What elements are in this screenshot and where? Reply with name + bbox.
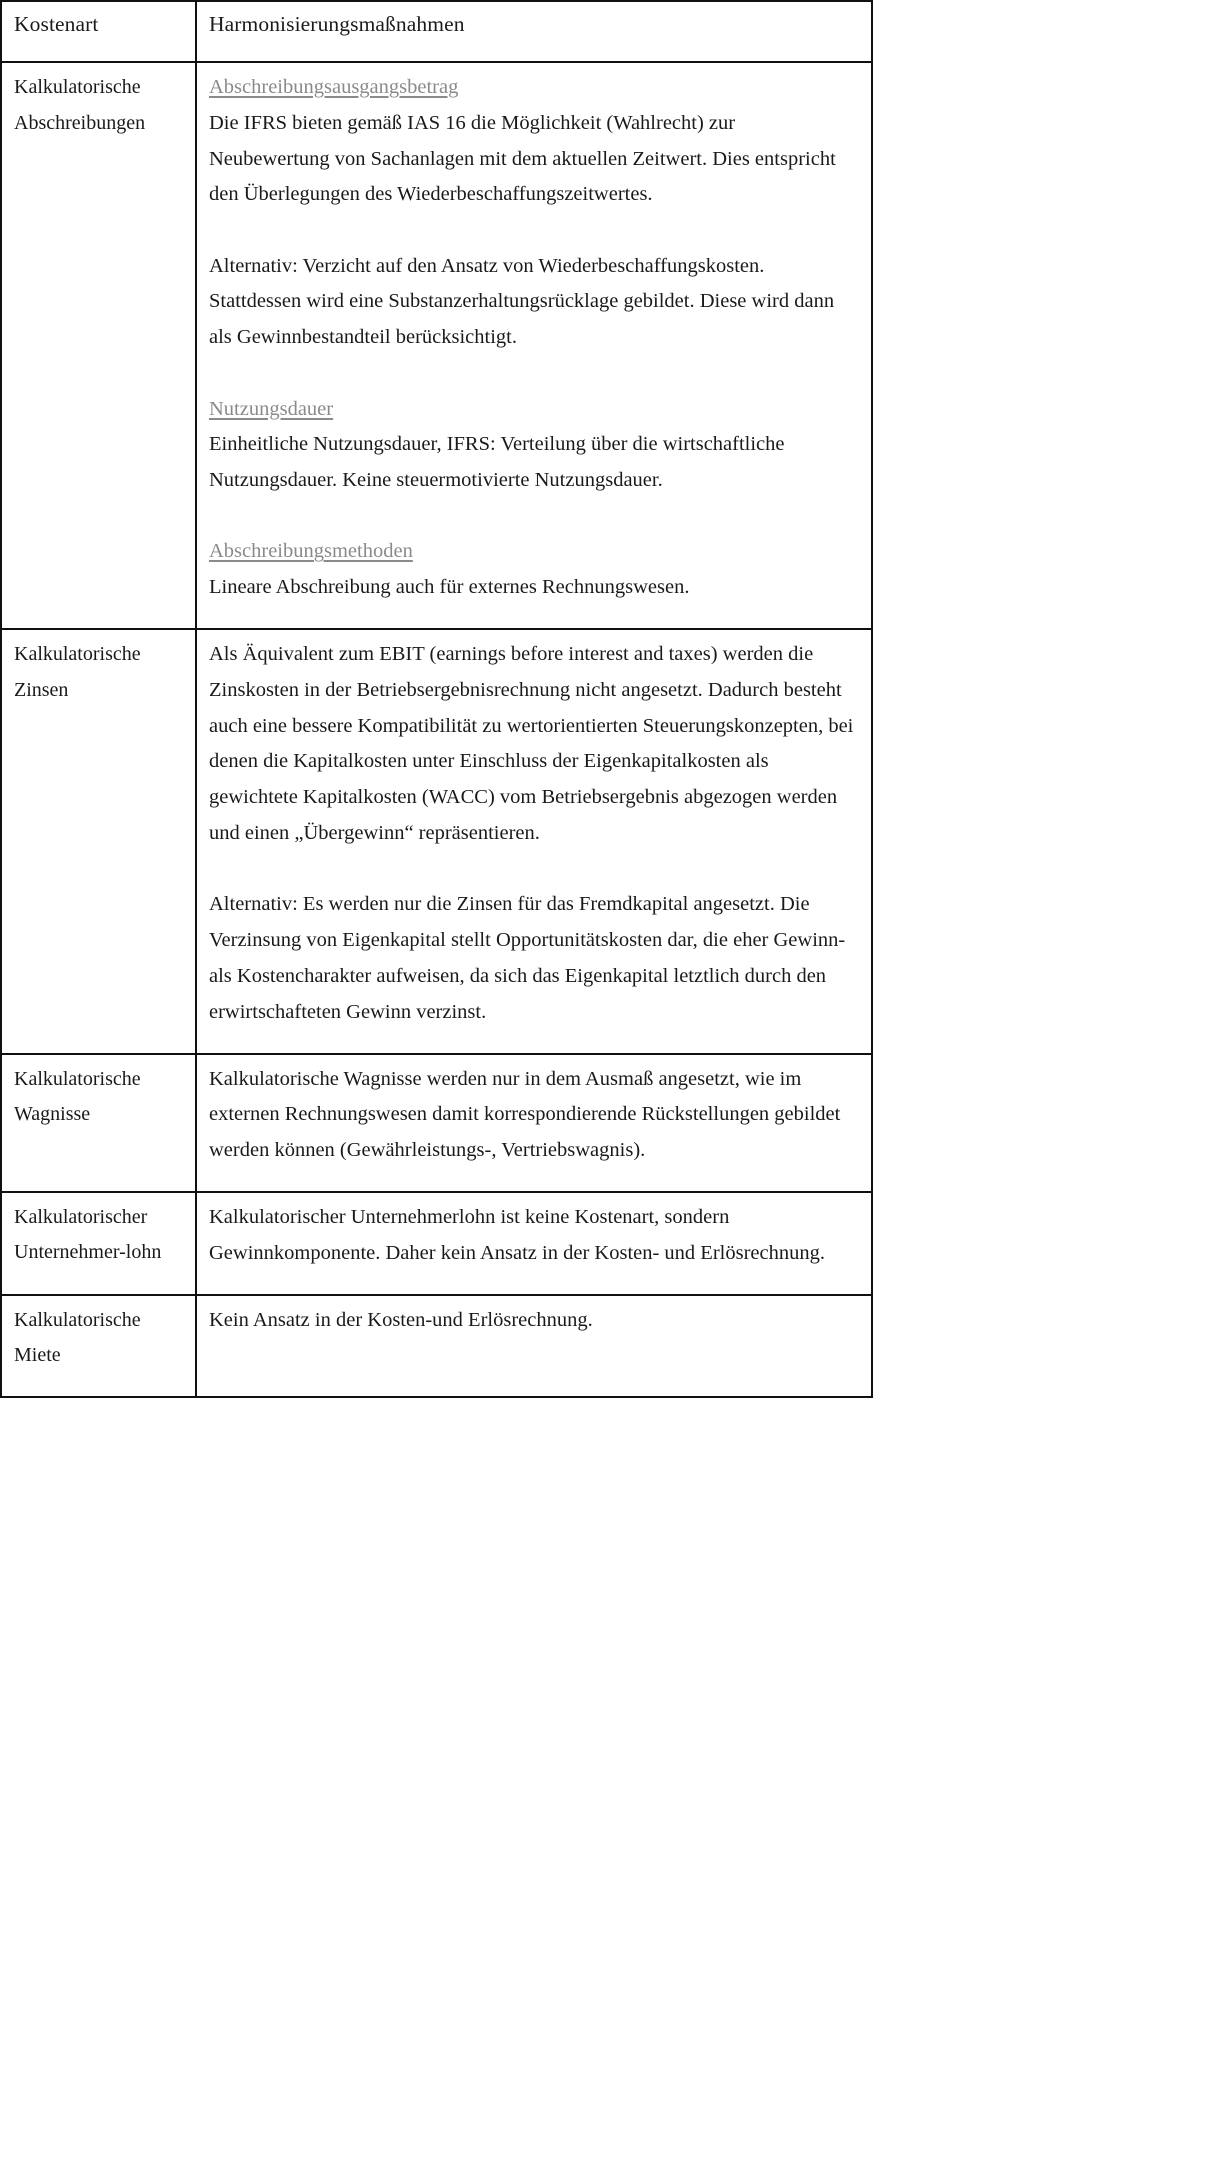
subheading-abschreibungsausgangsbetrag: Abschreibungsausgangsbetrag (209, 76, 459, 98)
subheading-nutzungsdauer: Nutzungsdauer (209, 397, 334, 420)
subheading-line (209, 70, 859, 106)
paragraph: Alternativ: Verzicht auf den Ansatz von Wiederbeschaffungskosten. Stattdessen wird eine Substanzerhaltungsrücklage gebildet. Diese wird dann als Gewinnbestandteil berücksichtigt. (209, 254, 835, 349)
paragraph: Als Äquivalent zum EBIT (earnings before interest and taxes) werden die Zinskosten in der Betriebsergebnisrechnung nicht angesetzt. Dadurch besteht auch eine bessere Kompatibilität zu wertorientierten Steuerungskonzepten, bei denen die Kapitalkosten unter Einschluss der Eigenkapitalkosten als gewichtete Kapitalkosten (WACC) vom Betriebsergebnis abgezogen werden und einen „Übergewinn“ repräsentieren. (209, 643, 854, 845)
row-content-zinsen (196, 629, 872, 1053)
paragraph: Lineare Abschreibung auch für externes Rechnungswesen. (209, 576, 690, 599)
paragraph: Kalkulatorische Wagnisse werden nur in dem Ausmaß angesetzt, wie im externen Rechnungswesen damit korrespondierende Rückstellungen gebildet werden können (Gewährleistungs-, Vertriebswagnis). (209, 1067, 841, 1162)
paragraph: Kein Ansatz in der Kosten-und Erlösrechnung. (209, 1308, 593, 1331)
row-content-wagnisse (196, 1054, 872, 1192)
table-body (1, 62, 872, 1397)
table-header (1, 1, 872, 62)
row-key-abschreibungen: Kalkulatorische Abschreibungen (1, 62, 196, 629)
paragraph: Kalkulatorischer Unternehmerlohn ist keine Kostenart, sondern Gewinnkomponente. Daher kein Ansatz in der Kosten- und Erlösrechnung. (209, 1205, 825, 1264)
table-row (1, 62, 872, 629)
row-content-miete (196, 1295, 872, 1397)
subheading-abschreibungsmethoden: Abschreibungsmethoden (209, 540, 413, 563)
table-row (1, 1295, 872, 1397)
row-key-wagnisse: Kalkulatorische Wagnisse (1, 1054, 196, 1192)
column-header-harmonisierungsmassnahmen: Harmonisierungsmaßnahmen (196, 1, 872, 62)
column-header-kostenart: Kostenart (1, 1, 196, 62)
row-content-unternehmerlohn (196, 1192, 872, 1295)
row-key-miete: Kalkulatorische Miete (1, 1295, 196, 1397)
paragraph: Einheitliche Nutzungsdauer, IFRS: Verteilung über die wirtschaftliche Nutzungsdauer. Keine steuermotivierte Nutzungsdauer. (209, 433, 785, 492)
row-key-unternehmerlohn: Kalkulatorischer Unternehmer-lohn (1, 1192, 196, 1295)
table-row (1, 1192, 872, 1295)
table-row (1, 1054, 872, 1192)
header-row (1, 1, 872, 62)
subheading-line (209, 392, 859, 428)
row-key-zinsen: Kalkulatorische Zinsen (1, 629, 196, 1053)
paragraph: Alternativ: Es werden nur die Zinsen für das Fremdkapital angesetzt. Die Verzinsung von Eigenkapital stellt Opportunitätskosten dar, die eher Gewinn- als Kostencharakter aufweisen, da sich das Eigenkapital letztlich durch den erwirtschafteten Gewinn verzinst. (209, 893, 846, 1023)
paragraph: Die IFRS bieten gemäß IAS 16 die Möglichkeit (Wahlrecht) zur Neubewertung von Sachanlagen mit dem aktuellen Zeitwert. Dies entspricht den Überlegungen des Wiederbeschaffungszeitwertes. (209, 111, 836, 206)
subheading-line (209, 534, 859, 570)
row-content-abschreibungen (196, 62, 872, 629)
harmonisierung-table (0, 0, 873, 1398)
table-row (1, 629, 872, 1053)
